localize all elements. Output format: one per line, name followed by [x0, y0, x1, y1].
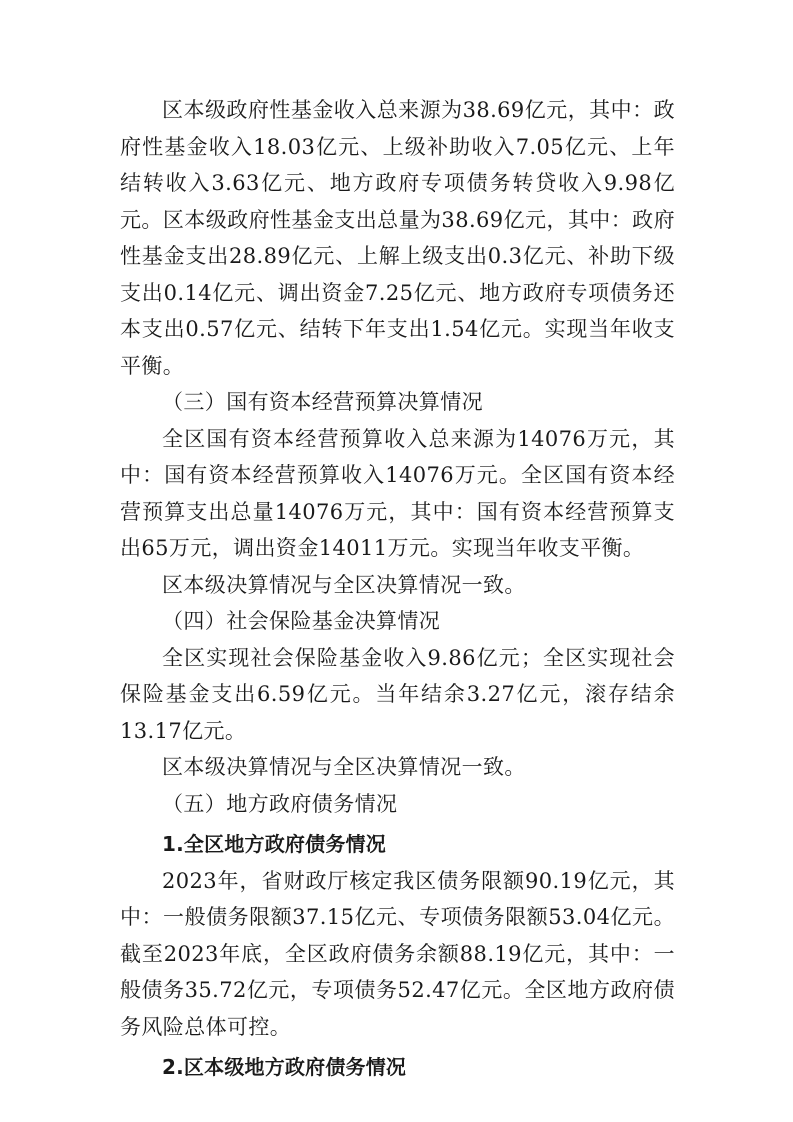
section-heading-local-debt: （五）地方政府债务情况 — [162, 791, 398, 816]
paragraph-consistency-1: 区本级决算情况与全区决算情况一致。 — [162, 572, 526, 597]
paragraph-state-capital: 全区国有资本经营预算收入总来源为14076万元，其中：国有资本经营预算收入14076万元。全区国有资本经营预算支出总量14076万元，其中：国有资本经营预算支出65万元，调出资金14011万元。实现当年收支平衡。 — [120, 426, 675, 560]
paragraph-consistency-2: 区本级决算情况与全区决算情况一致。 — [162, 755, 526, 779]
section-heading-social-insurance: （四）社会保险基金决算情况 — [162, 609, 441, 633]
document-page — [120, 92, 675, 1086]
paragraph-social-insurance: 全区实现社会保险基金收入9.86亿元；全区实现社会保险基金支出6.59亿元。当年结余3.27亿元，滚存结余13.17亿元。 — [120, 645, 675, 743]
paragraph-fund-budget: 区本级政府性基金收入总来源为38.69亿元，其中：政府性基金收入18.03亿元、上级补助收入7.05亿元、上年结转收入3.63亿元、地方政府专项债务转贷收入9.98亿元。区本级政府性基金支出总量为38.69亿元，其中：政府性基金支出28.89亿元、上解上级支出0.3亿元、补助下级支出0.14亿元、调出资金7.25亿元、地方政府专项债务还本支出0.57亿元、结转下年支出1.54亿元。实现当年收支平衡。 — [120, 98, 675, 378]
paragraph-district-debt: 2023年，省财政厅核定我区债务限额90.19亿元，其中：一般债务限额37.15亿元、专项债务限额53.04亿元。截至2023年底，全区政府债务余额88.19亿元，其中：一般债务35.72亿元，专项债务52.47亿元。全区地方政府债务风险总体可控。 — [120, 868, 675, 1039]
subheading-district-debt: 1.全区地方政府债务情况 — [162, 832, 386, 856]
subheading-district-level-debt: 2.区本级地方政府债务情况 — [162, 1055, 407, 1079]
section-heading-state-capital: （三）国有资本经营预算决算情况 — [162, 390, 483, 414]
